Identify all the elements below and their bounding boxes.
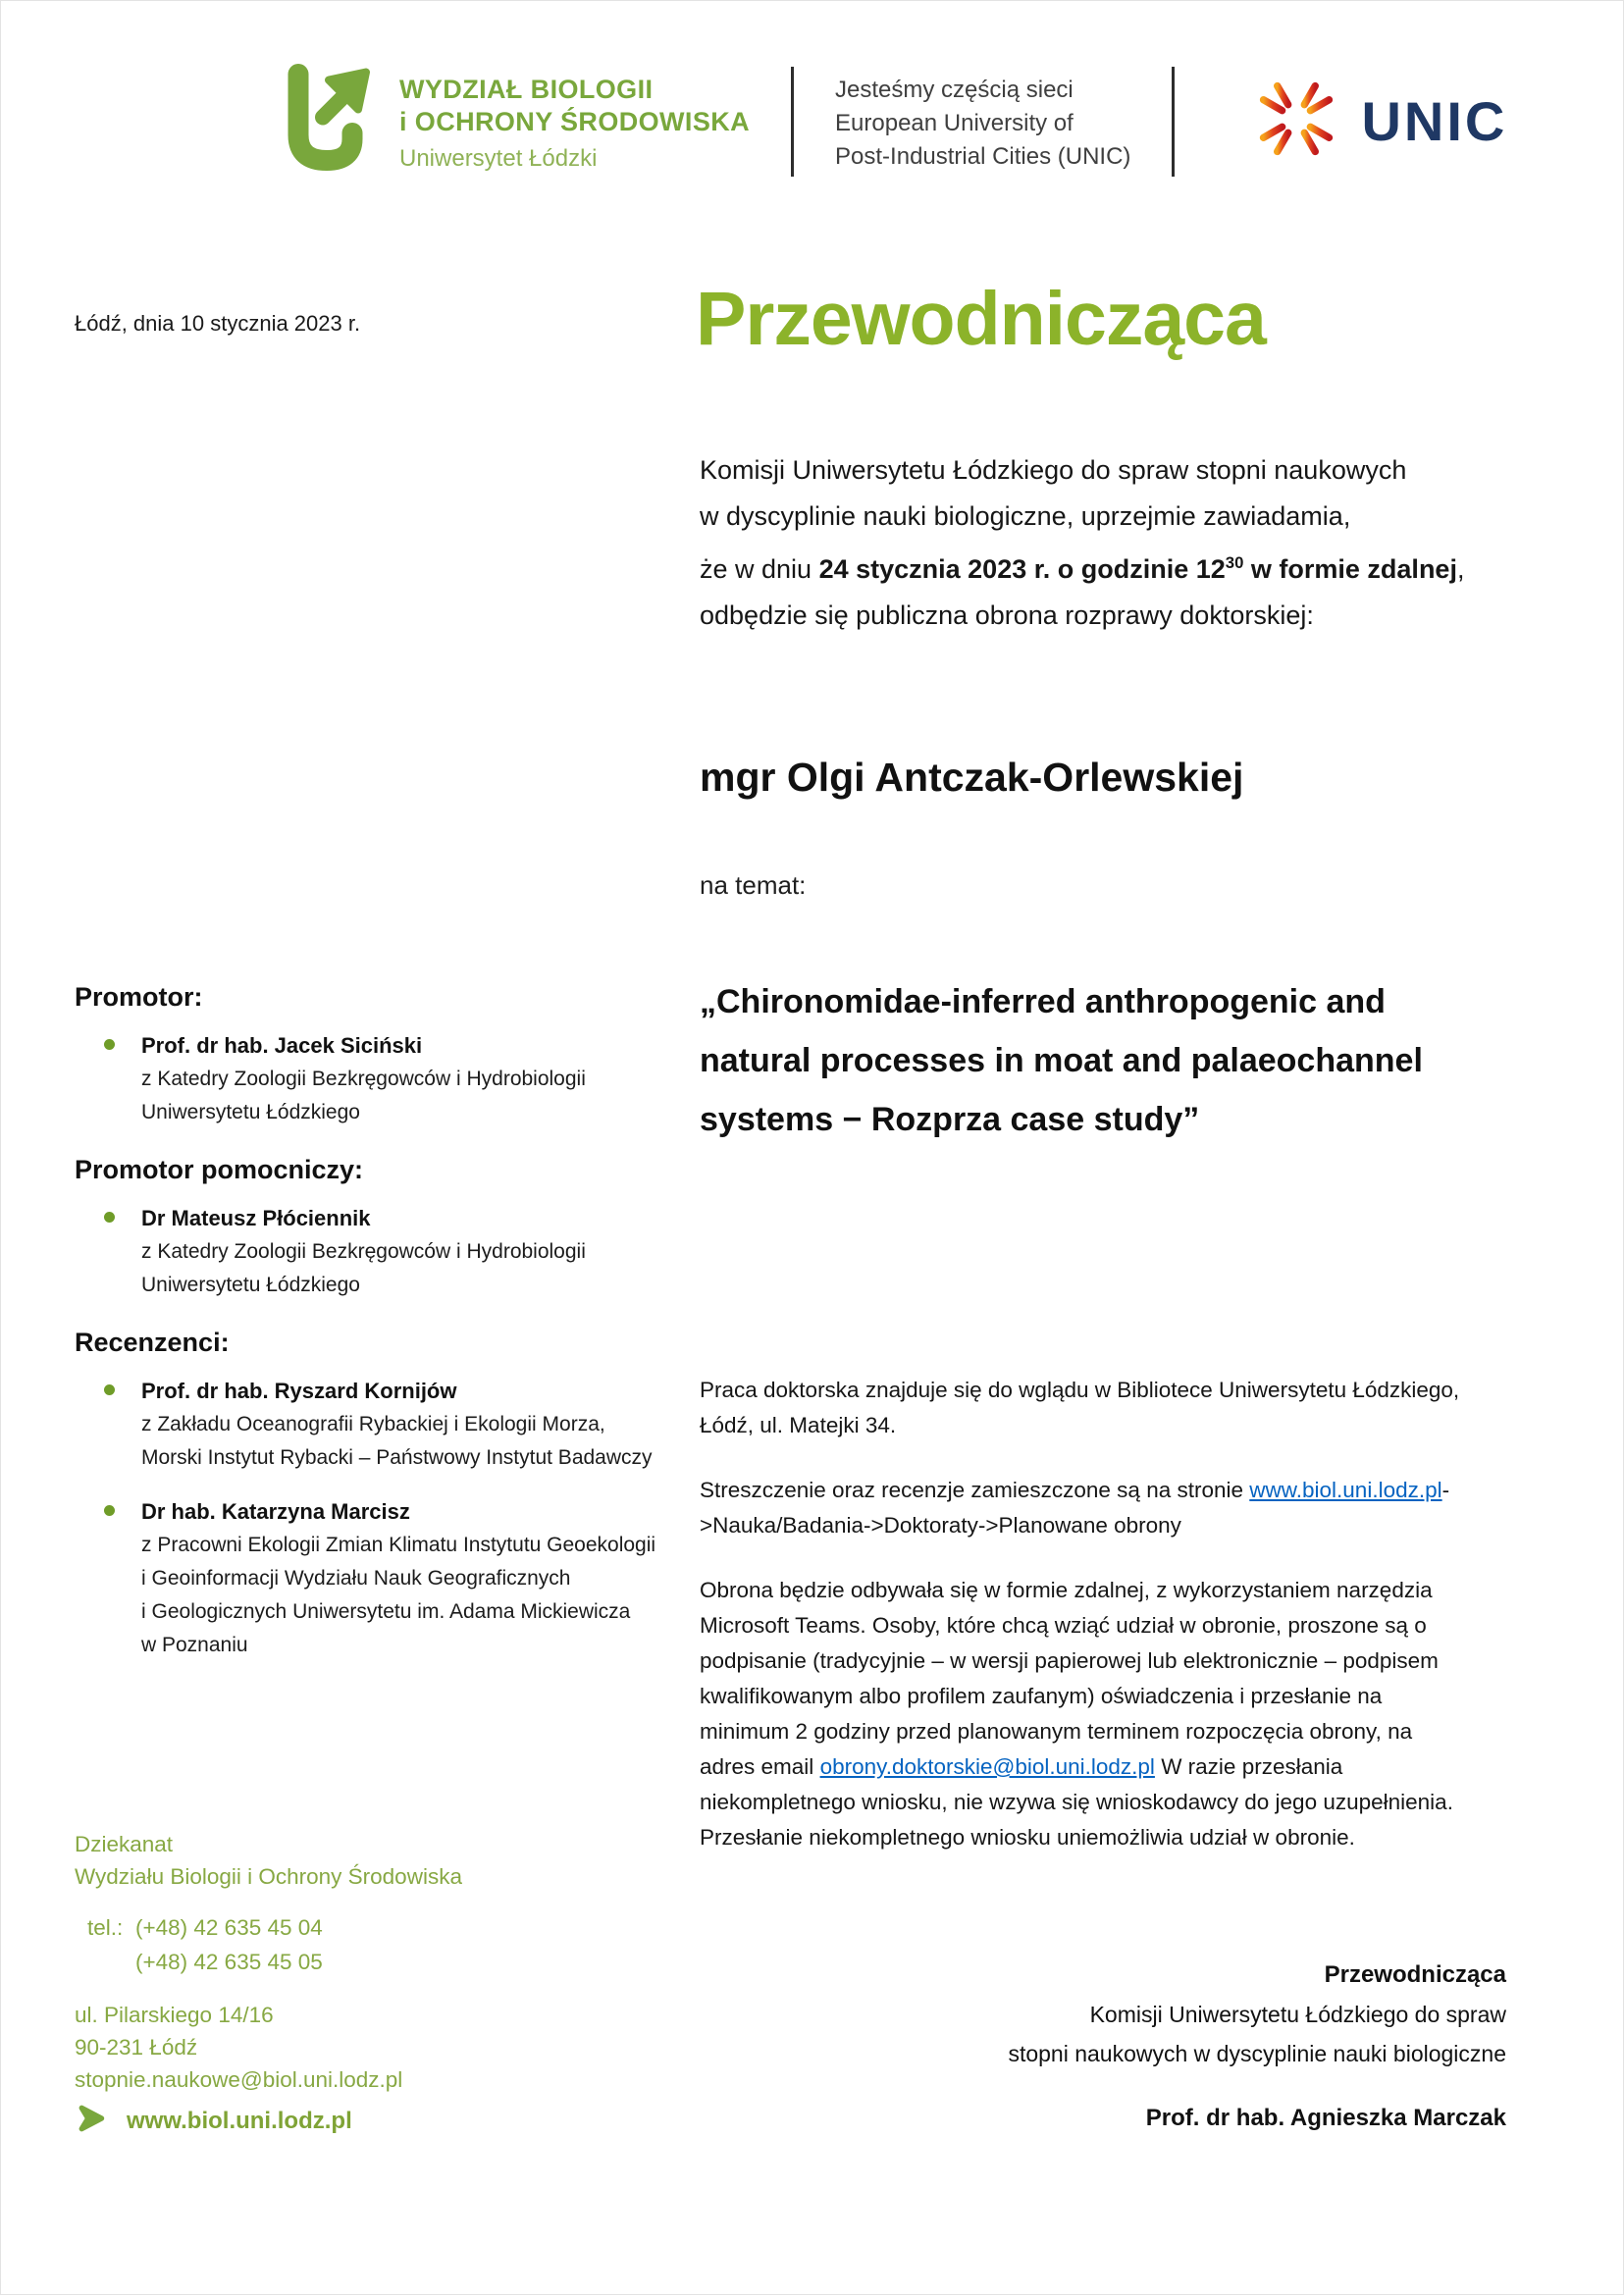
address-city: 90-231 Łódź [75, 2035, 198, 2060]
header-divider-left [791, 67, 794, 177]
defense-text-part2: W razie przesłania niekompletnego wniosku, nie wzywa się wnioskodawcy do jego uzupełnienia. Przesłanie niekompletnego wniosku uniemożliwia udział w obronie. [700, 1754, 1453, 1850]
committee-panel [75, 982, 693, 1682]
person-affiliation-line: z Pracowni Ekologii Zmian Klimatu Instytutu Geoekologii [141, 1534, 656, 1556]
signature-name: Prof. dr hab. Agnieszka Marczak [1145, 2105, 1506, 2131]
header [284, 60, 1507, 183]
bullet-icon [104, 1039, 115, 1050]
library-info-line1: Praca doktorska znajduje się do wglądu w Bibliotece Uniwersytetu Łódzkiego, [700, 1378, 1460, 1402]
defense-info [700, 1573, 1460, 1855]
thesis-title-line2: natural processes in moat and palaeochannel [700, 1042, 1423, 1079]
person-entry-promotor-pomocniczy [75, 1201, 693, 1302]
dean-office-line2: Wydziału Biologii i Ochrony Środowiska [75, 1864, 462, 1889]
faculty-logo [284, 60, 750, 183]
defense-datetime: 24 stycznia 2023 r. o godzinie 12 [818, 554, 1226, 584]
unic-wordmark: UNIC [1361, 90, 1508, 152]
network-line1: Jesteśmy częścią sieci [835, 76, 1074, 103]
person-affiliation-line: Uniwersytetu Łódzkiego [141, 1274, 360, 1296]
announcement-line3 [700, 540, 1563, 593]
announcement-line3-suffix: , [1456, 554, 1465, 584]
phone-label: tel.: [87, 1915, 124, 1940]
summary-text: Streszczenie oraz recenzje zamieszczone są na stronie [700, 1478, 1250, 1502]
thesis-title [700, 972, 1583, 1149]
bullet-icon [104, 1384, 115, 1395]
person-affiliation-line: i Geoinformacji Wydziału Nauk Geograficznych [141, 1567, 571, 1590]
faculty-logo-icon [284, 60, 382, 183]
page-title: Przewodnicząca [696, 277, 1266, 361]
person-entry-recenzent1 [75, 1374, 693, 1475]
thesis-title-line1: „Chironomidae-inferred anthropogenic and [700, 983, 1386, 1020]
person-entry-recenzent2 [75, 1494, 693, 1662]
date-line: Łódź, dnia 10 stycznia 2023 r. [75, 311, 361, 336]
faculty-name [399, 60, 750, 173]
address-street: ul. Pilarskiego 14/16 [75, 2003, 274, 2027]
person-entry-promotor [75, 1028, 693, 1129]
address-block [75, 1999, 663, 2096]
person-name: Prof. dr hab. Ryszard Kornijów [141, 1379, 457, 1403]
person-affiliation-line: z Katedry Zoologii Bezkręgowców i Hydrobiologii [141, 1240, 586, 1263]
thesis-intro: na temat: [700, 870, 807, 900]
person-affiliation-line: w Poznaniu [141, 1634, 248, 1656]
unic-logo [1251, 74, 1507, 169]
unic-sunburst-icon [1251, 74, 1341, 169]
announcement-line2: w dyscyplinie nauki biologiczne, uprzejmie zawiadamia, [700, 501, 1351, 531]
footer-email[interactable]: stopnie.naukowe@biol.uni.lodz.pl [75, 2067, 403, 2092]
person-name: Dr hab. Katarzyna Marcisz [141, 1499, 410, 1524]
candidate-name: mgr Olgi Antczak-Orlewskiej [700, 755, 1244, 800]
footer-website-row[interactable] [78, 2103, 352, 2139]
bullet-icon [104, 1505, 115, 1516]
library-info [700, 1373, 1567, 1443]
faculty-name-line1: WYDZIAŁ BIOLOGII [399, 75, 654, 104]
defense-mode: w formie zdalnej [1243, 554, 1457, 584]
dean-office-line1: Dziekanat [75, 1832, 174, 1856]
arrow-icon [78, 2103, 109, 2139]
person-affiliation-line: z Zakładu Oceanografii Rybackiej i Ekologii Morza, [141, 1413, 605, 1435]
section-heading-recenzenci: Recenzenci: [75, 1328, 230, 1357]
network-membership-text [835, 70, 1130, 174]
summary-path: >Nauka/Badania->Doktoraty->Planowane obrony [700, 1513, 1181, 1538]
info-column [700, 1373, 1567, 1855]
footer-website-label[interactable]: www.biol.uni.lodz.pl [127, 2107, 352, 2134]
header-divider-right [1172, 67, 1175, 177]
section-heading-promotor-pomocniczy: Promotor pomocniczy: [75, 1155, 364, 1184]
signature-line3: stopni naukowych w dyscyplinie nauki biologiczne [1008, 2041, 1506, 2066]
signature-block [700, 1956, 1506, 2132]
defense-text-part1: Obrona będzie odbywała się w formie zdalnej, z wykorzystaniem narzędzia Microsoft Teams. Osoby, które chcą wziąć udział w obronie, proszone są o podpisanie (tradycyjnie – w wersji papierowej lub elektronicznie – podpisem kwalifikowanym albo profilem zaufanym) oświadczenia i przesłanie na minimum 2 godziny przed planowanym terminem rozpoczęcia obrony, na adres email [700, 1578, 1439, 1779]
summary-info [700, 1473, 1567, 1543]
bullet-icon [104, 1212, 115, 1223]
phone-number-1: (+48) 42 635 45 04 [135, 1915, 323, 1940]
thesis-title-line3: systems − Rozprza case study” [700, 1101, 1200, 1138]
person-affiliation-line: Uniwersytetu Łódzkiego [141, 1101, 360, 1123]
person-affiliation-line: Morski Instytut Rybacki – Państwowy Instytut Badawczy [141, 1446, 653, 1469]
phone-block [75, 1910, 663, 1979]
network-line2: European University of [835, 109, 1074, 136]
announcement-line1: Komisji Uniwersytetu Łódzkiego do spraw stopni naukowych [700, 455, 1407, 485]
signature-line2: Komisji Uniwersytetu Łódzkiego do spraw [1089, 2002, 1506, 2027]
website-link[interactable]: www.biol.uni.lodz.pl [1249, 1478, 1442, 1502]
university-name: Uniwersytet Łódzki [399, 145, 598, 172]
summary-dash: - [1441, 1478, 1450, 1502]
defense-time-sup: 30 [1225, 553, 1244, 572]
announcement-line4: odbędzie się publiczna obrona rozprawy doktorskiej: [700, 600, 1314, 630]
person-name: Prof. dr hab. Jacek Siciński [141, 1033, 423, 1058]
person-name: Dr Mateusz Płóciennik [141, 1206, 371, 1230]
phone-number-2: (+48) 42 635 45 05 [135, 1950, 323, 1974]
library-info-line2: Łódź, ul. Matejki 34. [700, 1413, 897, 1437]
network-line3: Post-Industrial Cities (UNIC) [835, 142, 1131, 170]
section-heading-promotor: Promotor: [75, 982, 203, 1012]
email-link[interactable]: obrony.doktorskie@biol.uni.lodz.pl [819, 1754, 1155, 1779]
footer-contact [75, 1828, 663, 2096]
person-affiliation-line: z Katedry Zoologii Bezkręgowców i Hydrobiologii [141, 1068, 586, 1090]
signature-role: Przewodnicząca [1324, 1961, 1506, 1988]
faculty-name-line2: i OCHRONY ŚRODOWISKA [399, 107, 751, 136]
announcement-line3-prefix: że w dniu [700, 554, 819, 584]
person-affiliation-line: i Geologicznych Uniwersytetu im. Adama Mickiewicza [141, 1600, 631, 1623]
announcement-paragraph [700, 447, 1563, 639]
